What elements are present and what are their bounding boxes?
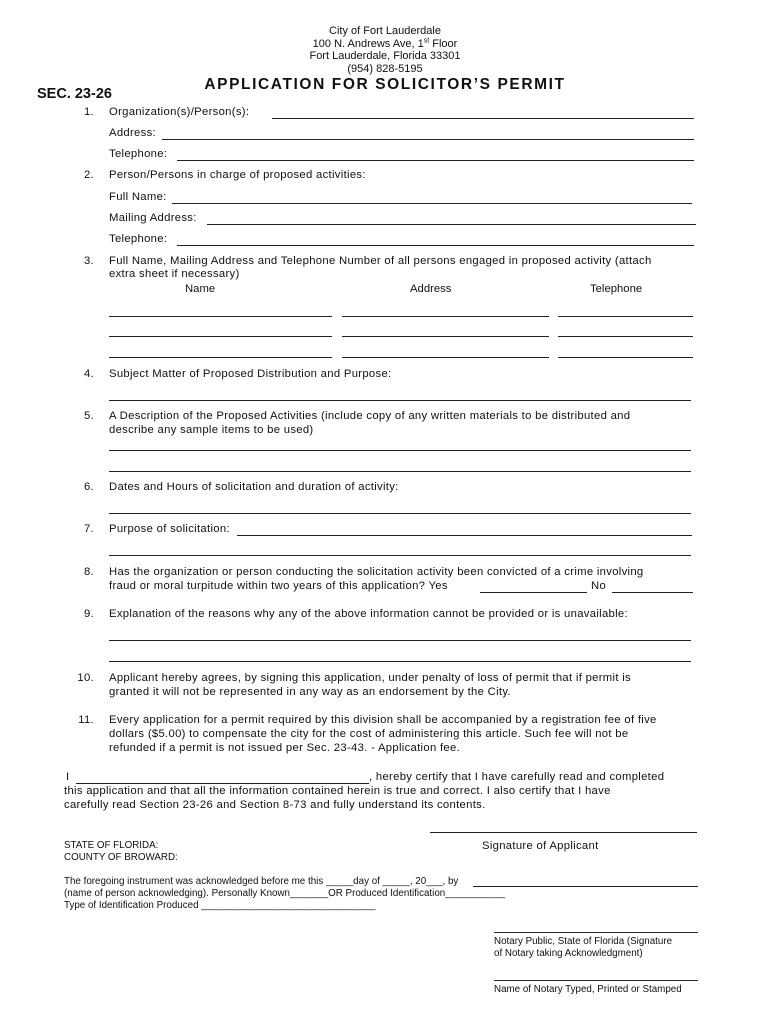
person-1-name-field[interactable] [109,316,332,317]
convicted-yes-field[interactable] [480,592,587,593]
person-3-name-field[interactable] [109,357,332,358]
purpose-field-2[interactable] [109,555,691,556]
section-number: SEC. 23-26 [37,86,112,102]
applicant-signature-field[interactable] [430,832,697,833]
state-label: STATE OF FLORIDA: [64,840,159,851]
certify-i: I [66,771,70,783]
item-8-number: 8. [83,566,94,578]
item-6-label: Dates and Hours of solicitation and duration of activity: [109,481,399,493]
description-field-1[interactable] [109,450,691,451]
item-3-line2: extra sheet if necessary) [109,268,240,280]
explanation-field-1[interactable] [109,640,691,641]
item-2-label: Person/Persons in charge of proposed activities: [109,169,366,181]
item-1-address-label: Address: [109,127,156,139]
convicted-no-field[interactable] [612,592,693,593]
item-9-number: 9. [83,608,94,620]
applicant-name-field[interactable] [76,783,369,784]
item-10-number: 10. [77,672,94,684]
item-11-line1: Every application for a permit required by this division shall be accompanied by a registration fee of five [109,714,657,726]
person-telephone-field[interactable] [177,245,694,246]
person-3-address-field[interactable] [342,357,549,358]
certify-line1: , hereby certify that I have carefully read and completed [369,771,665,783]
organization-telephone-field[interactable] [177,160,694,161]
item-5-line1: A Description of the Proposed Activities (include copy of any written materials to be distributed and [109,410,631,422]
item-2-mailing-label: Mailing Address: [109,212,197,224]
explanation-field-2[interactable] [109,661,691,662]
acknowledgment-line3: Type of Identification Produced ________________________________ [64,900,376,911]
item-1-telephone-label: Telephone: [109,148,168,160]
person-2-name-field[interactable] [109,336,332,337]
person-1-telephone-field[interactable] [558,316,693,317]
item-1-label: Organization(s)/Person(s): [109,106,250,118]
person-2-address-field[interactable] [342,336,549,337]
item-7-number: 7. [83,523,94,535]
city-name: City of Fort Lauderdale [329,25,441,37]
notary-public-line1: Notary Public, State of Florida (Signature [494,936,673,947]
item-2-number: 2. [83,169,94,181]
item-4-label: Subject Matter of Proposed Distribution and Purpose: [109,368,392,380]
person-2-telephone-field[interactable] [558,336,693,337]
form-title: APPLICATION FOR SOLICITOR’S PERMIT [204,76,566,93]
purpose-field-1[interactable] [237,535,692,536]
item-11-line2: dollars ($5.00) to compensate the city for the cost of administering this article. Such fee will not be [109,728,629,740]
notary-name-label: Name of Notary Typed, Printed or Stamped [494,984,682,995]
city-phone: (954) 828-5195 [347,62,423,75]
county-label: COUNTY OF BROWARD: [64,852,178,863]
city-address-line1: 100 N. Andrews Ave, 1st Floor [312,36,458,50]
acknowledgment-line2: (name of person acknowledging). Personally Known_______OR Produced Identification___________ [64,888,506,899]
item-3-number: 3. [83,255,94,267]
item-5-number: 5. [83,410,94,422]
item-10-line1: Applicant hereby agrees, by signing this application, under penalty of loss of permit that if permit is [109,672,631,684]
item-5-line2: describe any sample items to be used) [109,424,314,436]
description-field-2[interactable] [109,471,691,472]
item-4-number: 4. [83,368,94,380]
subject-matter-field[interactable] [109,400,691,401]
item-7-label: Purpose of solicitation: [109,523,230,535]
item-11-number: 11. [78,714,94,726]
item-6-number: 6. [83,481,94,493]
item-10-line2: granted it will not be represented in any way as an endorsement by the City. [109,686,511,698]
item-9-label: Explanation of the reasons why any of the above information cannot be provided or is unavailable: [109,608,628,620]
item-2-telephone-label: Telephone: [109,233,168,245]
column-address-header: Address [410,283,452,295]
person-3-telephone-field[interactable] [558,357,693,358]
certify-line2: this application and that all the information contained herein is true and correct. I also certify that I have [64,785,611,797]
item-2-full-name-label: Full Name: [109,191,167,203]
person-1-address-field[interactable] [342,316,549,317]
person-full-name-field[interactable] [172,203,692,204]
organization-field[interactable] [272,118,694,119]
person-mailing-address-field[interactable] [207,224,696,225]
item-1-number: 1. [83,106,94,118]
column-telephone-header: Telephone [590,283,643,295]
item-11-line3: refunded if a permit is not issued per Sec. 23-43. - Application fee. [109,742,461,754]
acknowledged-by-field[interactable] [473,886,698,887]
notary-public-line2: of Notary taking Acknowledgment) [494,948,643,959]
acknowledgment-line1: The foregoing instrument was acknowledged before me this _____day of _____, 20___, by [64,876,459,887]
item-8-line1: Has the organization or person conducting the solicitation activity been convicted of a crime involving [109,566,644,578]
signature-label: Signature of Applicant [482,840,599,852]
column-name-header: Name [185,283,216,295]
item-3-line1: Full Name, Mailing Address and Telephone Number of all persons engaged in proposed activity (attach [109,255,652,267]
notary-name-field[interactable] [494,980,698,981]
item-8-no-label: No [591,580,607,592]
notary-signature-field[interactable] [494,932,698,933]
city-address-line2: Fort Lauderdale, Florida 33301 [309,50,461,62]
certify-line3: carefully read Section 23-26 and Section 8-73 and fully understand its contents. [64,799,486,811]
item-8-line2: fraud or moral turpitude within two years of this application? Yes [109,580,448,592]
organization-address-field[interactable] [162,139,694,140]
dates-hours-field[interactable] [109,513,691,514]
